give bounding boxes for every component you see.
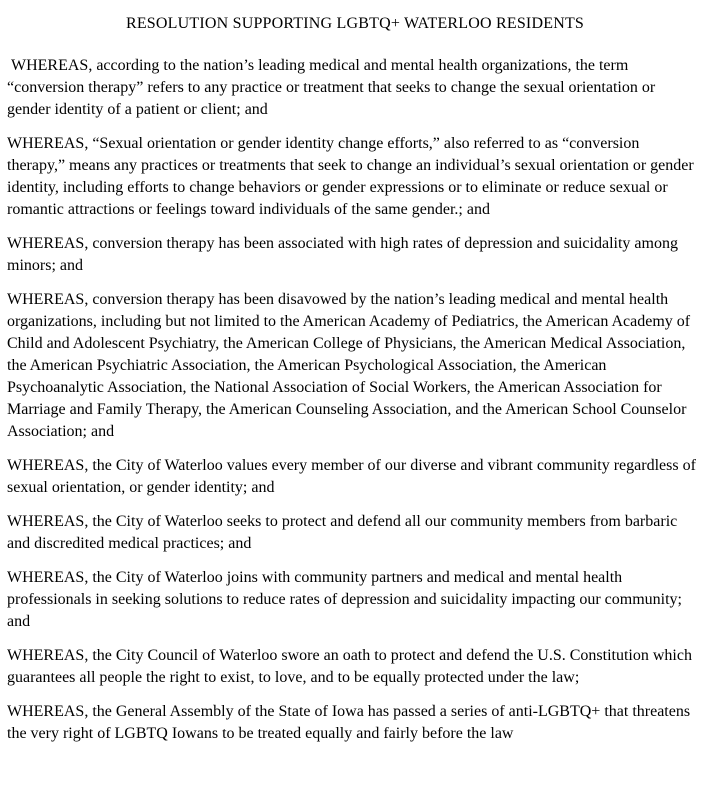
document-title: RESOLUTION SUPPORTING LGBTQ+ WATERLOO RESIDENTS (125, 15, 585, 32)
whereas-paragraph-7: WHEREAS, the City of Waterloo joins with community partners and medical and mental health professionals in seeking solutions to reduce rates of depression and suicidality impacting our community; and (7, 569, 686, 630)
whereas-paragraph-8: WHEREAS, the City Council of Waterloo swore an oath to protect and defend the U.S. Constitution which guarantees all people the right to exist, to love, and to be equally protected under the law; (7, 647, 696, 686)
whereas-paragraph-5: WHEREAS, the City of Waterloo values every member of our diverse and vibrant community regardless of sexual orientation, or gender identity; and (7, 457, 700, 496)
whereas-paragraph-9: WHEREAS, the General Assembly of the State of Iowa has passed a series of anti-LGBTQ+ that threatens the very right of LGBTQ Iowans to be treated equally and fairly before the law (7, 703, 695, 742)
document-body (0, 55, 710, 745)
whereas-paragraph-6: WHEREAS, the City of Waterloo seeks to protect and defend all our community members from barbaric and discredited medical practices; and (7, 513, 682, 552)
whereas-paragraph-3: WHEREAS, conversion therapy has been associated with high rates of depression and suicidality among minors; and (7, 235, 682, 274)
whereas-paragraph-1: WHEREAS, according to the nation’s leading medical and mental health organizations, the term “conversion therapy” refers to any practice or treatment that seeks to change the sexual orientation or gender identity of a patient or client; and (7, 57, 660, 118)
whereas-paragraph-2: WHEREAS, “Sexual orientation or gender identity change efforts,” also referred to as “conversion therapy,” means any practices or treatments that seek to change an individual’s sexual orientation or gender identity, including efforts to change behaviors or gender expressions or to eliminate or reduce sexual or romantic attractions or feelings toward individuals of the same gender.; and (7, 135, 698, 218)
whereas-paragraph-4: WHEREAS, conversion therapy has been disavowed by the nation’s leading medical and mental health organizations, including but not limited to the American Academy of Pediatrics, the American Academy of Child and Adolescent Psychiatry, the American College of Physicians, the American Medical Association, the American Psychiatric Association, the American Psychological Association, the American Psychoanalytic Association, the National Association of Social Workers, the American Association for Marriage and Family Therapy, the American Counseling Association, and the American School Counselor Association; and (7, 291, 695, 440)
